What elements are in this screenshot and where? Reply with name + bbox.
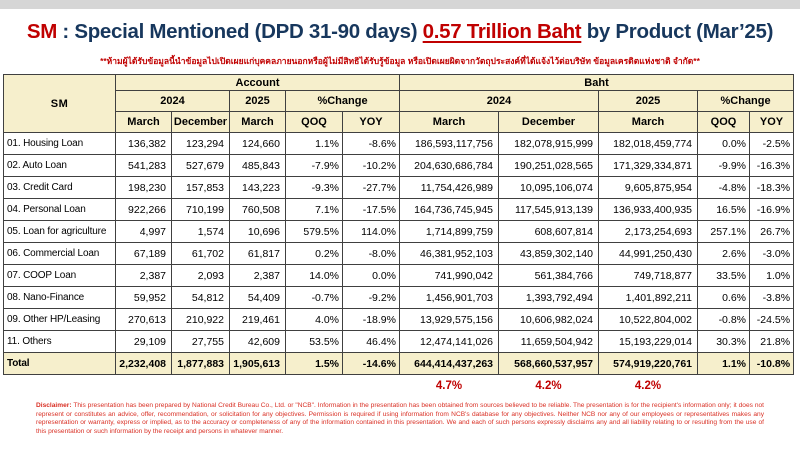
cell-account-march-2024: 541,283 — [116, 155, 172, 177]
cell-baht-qoq: -4.8% — [698, 177, 750, 199]
sm-product-table — [3, 74, 794, 394]
header-baht-2024: 2024 — [400, 91, 599, 112]
cell-account-march-2025: 485,843 — [230, 155, 286, 177]
page-title — [4, 20, 796, 44]
cell-baht-qoq: 0.0% — [698, 133, 750, 155]
cell-account-march-2024: 136,382 — [116, 133, 172, 155]
cell-account-yoy: 114.0% — [343, 221, 400, 243]
header-group-row — [4, 75, 794, 91]
cell-baht-december-2024: 568,660,537,957 — [499, 353, 599, 375]
cell-account-december-2024: 61,702 — [172, 243, 230, 265]
footer-percentage-row — [4, 375, 794, 395]
cell-baht-march-2024: 1,714,899,759 — [400, 221, 499, 243]
cell-baht-qoq: 30.3% — [698, 331, 750, 353]
cell-baht-yoy: -16.9% — [750, 199, 794, 221]
cell-account-qoq: -7.9% — [286, 155, 343, 177]
cell-baht-march-2024: 741,990,042 — [400, 265, 499, 287]
footer-spacer-left — [4, 375, 400, 395]
cell-baht-december-2024: 11,659,504,942 — [499, 331, 599, 353]
header-account-yoy: YOY — [343, 112, 400, 133]
header-group-baht: Baht — [400, 75, 794, 91]
disclaimer-label: Disclaimer: — [36, 402, 72, 409]
cell-baht-qoq: -0.8% — [698, 309, 750, 331]
row-label: 06. Commercial Loan — [4, 243, 116, 265]
header-account-march-2024: March — [116, 112, 172, 133]
cell-account-yoy: -14.6% — [343, 353, 400, 375]
cell-baht-march-2025: 44,991,250,430 — [599, 243, 698, 265]
cell-account-march-2024: 29,109 — [116, 331, 172, 353]
cell-baht-december-2024: 10,606,982,024 — [499, 309, 599, 331]
cell-account-qoq: 1.1% — [286, 133, 343, 155]
disclaimer-body: This presentation has been prepared by National Credit Bureau Co., Ltd. or "NCB". Information in the presentation has been obtained from sources believed to be reliable. The presentation is for the recipient's information only; it does not represent or constitutes an advice, offer, recommendation, or solicitation for any objectives. Permission is required if using information from NCB's database for any objectives. Neither NCB nor any of our employees or representatives makes any representation or warranty, express or implied, as to the accuracy or completeness of any of the information contained in this presentation. We and each of such persons expressly disclaims any and all liability relating to or resulting from the use of this presentation or such information by the receipt and persons in whatever manner. — [36, 402, 764, 436]
cell-baht-march-2025: 2,173,254,693 — [599, 221, 698, 243]
cell-account-december-2024: 54,812 — [172, 287, 230, 309]
cell-baht-march-2025: 574,919,220,761 — [599, 353, 698, 375]
cell-account-qoq: 0.2% — [286, 243, 343, 265]
cell-account-yoy: 46.4% — [343, 331, 400, 353]
cell-baht-yoy: 1.0% — [750, 265, 794, 287]
cell-baht-december-2024: 182,078,915,999 — [499, 133, 599, 155]
header-account-qoq: QOQ — [286, 112, 343, 133]
cell-baht-december-2024: 117,545,913,139 — [499, 199, 599, 221]
cell-account-qoq: -9.3% — [286, 177, 343, 199]
cell-account-qoq: -0.7% — [286, 287, 343, 309]
cell-account-march-2024: 4,997 — [116, 221, 172, 243]
cell-account-march-2024: 59,952 — [116, 287, 172, 309]
slide-top-border — [0, 0, 800, 9]
row-label: Total — [4, 353, 116, 375]
row-label: 09. Other HP/Leasing — [4, 309, 116, 331]
thai-confidentiality-warning: **ห้ามผู้ได้รับข้อมูลนี้นำข้อมูลไปเปิดเผยแก่บุคคลภายนอกหรือผู้ไม่มีสิทธิได้รับรู้ข้อมูล หรือเปิดเผยผิดจากวัตถุประสงค์ที่ได้แจ้งไว้ต่อบริษัท ข้อมูลเครดิตแห่งชาติ จำกัด** — [100, 56, 700, 66]
cell-baht-march-2025: 136,933,400,935 — [599, 199, 698, 221]
title-middle: : Special Mentioned (DPD 31-90 days) — [57, 20, 423, 43]
header-baht-december-2024: December — [499, 112, 599, 133]
cell-account-march-2024: 198,230 — [116, 177, 172, 199]
table-header — [4, 75, 794, 133]
row-label: 07. COOP Loan — [4, 265, 116, 287]
table-row — [4, 133, 794, 155]
cell-account-december-2024: 123,294 — [172, 133, 230, 155]
table-row — [4, 155, 794, 177]
cell-baht-december-2024: 1,393,792,494 — [499, 287, 599, 309]
header-baht-2025: 2025 — [599, 91, 698, 112]
row-label: 02. Auto Loan — [4, 155, 116, 177]
header-baht-march-2025: March — [599, 112, 698, 133]
disclaimer-text — [36, 402, 764, 437]
cell-baht-march-2025: 9,605,875,954 — [599, 177, 698, 199]
cell-baht-march-2024: 13,929,575,156 — [400, 309, 499, 331]
cell-account-march-2024: 922,266 — [116, 199, 172, 221]
cell-baht-march-2025: 1,401,892,211 — [599, 287, 698, 309]
cell-account-march-2024: 270,613 — [116, 309, 172, 331]
header-account-2024: 2024 — [116, 91, 230, 112]
header-account-2025: 2025 — [230, 91, 286, 112]
cell-account-yoy: -17.5% — [343, 199, 400, 221]
cell-account-yoy: -8.0% — [343, 243, 400, 265]
cell-baht-march-2025: 749,718,877 — [599, 265, 698, 287]
cell-account-yoy: -10.2% — [343, 155, 400, 177]
cell-baht-qoq: 33.5% — [698, 265, 750, 287]
cell-baht-december-2024: 10,095,106,074 — [499, 177, 599, 199]
cell-account-qoq: 7.1% — [286, 199, 343, 221]
cell-account-qoq: 4.0% — [286, 309, 343, 331]
table-row — [4, 265, 794, 287]
footer-percentage-december-2024: 4.2% — [499, 375, 599, 395]
header-baht-pctchange: %Change — [698, 91, 794, 112]
row-label: 08. Nano-Finance — [4, 287, 116, 309]
cell-baht-qoq: 0.6% — [698, 287, 750, 309]
header-corner-sm: SM — [4, 75, 116, 133]
cell-baht-yoy: -2.5% — [750, 133, 794, 155]
cell-account-march-2024: 2,232,408 — [116, 353, 172, 375]
cell-baht-qoq: 1.1% — [698, 353, 750, 375]
header-month-row — [4, 112, 794, 133]
table-row — [4, 309, 794, 331]
cell-account-march-2025: 219,461 — [230, 309, 286, 331]
cell-baht-march-2024: 11,754,426,989 — [400, 177, 499, 199]
cell-baht-qoq: 2.6% — [698, 243, 750, 265]
cell-baht-qoq: -9.9% — [698, 155, 750, 177]
cell-account-december-2024: 2,093 — [172, 265, 230, 287]
cell-account-march-2025: 1,905,613 — [230, 353, 286, 375]
cell-baht-yoy: -18.3% — [750, 177, 794, 199]
cell-account-march-2025: 143,223 — [230, 177, 286, 199]
cell-account-march-2025: 61,817 — [230, 243, 286, 265]
footer-percentage-march-2024: 4.7% — [400, 375, 499, 395]
cell-account-qoq: 53.5% — [286, 331, 343, 353]
header-baht-yoy: YOY — [750, 112, 794, 133]
header-baht-march-2024: March — [400, 112, 499, 133]
cell-baht-qoq: 16.5% — [698, 199, 750, 221]
cell-account-qoq: 1.5% — [286, 353, 343, 375]
cell-account-yoy: -9.2% — [343, 287, 400, 309]
cell-baht-march-2024: 644,414,437,263 — [400, 353, 499, 375]
table-row — [4, 221, 794, 243]
cell-baht-yoy: -24.5% — [750, 309, 794, 331]
table-row — [4, 177, 794, 199]
cell-baht-december-2024: 608,607,814 — [499, 221, 599, 243]
table-row — [4, 287, 794, 309]
row-label: 04. Personal Loan — [4, 199, 116, 221]
cell-baht-march-2025: 10,522,804,002 — [599, 309, 698, 331]
cell-account-yoy: -27.7% — [343, 177, 400, 199]
cell-account-march-2025: 42,609 — [230, 331, 286, 353]
row-label: 05. Loan for agriculture — [4, 221, 116, 243]
cell-baht-march-2025: 182,018,459,774 — [599, 133, 698, 155]
title-suffix: by Product (Mar’25) — [581, 20, 774, 43]
cell-account-december-2024: 1,574 — [172, 221, 230, 243]
cell-baht-december-2024: 561,384,766 — [499, 265, 599, 287]
cell-baht-qoq: 257.1% — [698, 221, 750, 243]
header-group-account: Account — [116, 75, 400, 91]
cell-baht-december-2024: 43,859,302,140 — [499, 243, 599, 265]
table-total-row — [4, 353, 794, 375]
cell-baht-march-2024: 1,456,901,703 — [400, 287, 499, 309]
title-highlight: 0.57 Trillion Baht — [422, 20, 582, 43]
cell-account-december-2024: 157,853 — [172, 177, 230, 199]
cell-account-march-2025: 2,387 — [230, 265, 286, 287]
table-row — [4, 243, 794, 265]
cell-account-december-2024: 1,877,883 — [172, 353, 230, 375]
header-year-row — [4, 91, 794, 112]
footer-spacer-right — [698, 375, 794, 395]
cell-baht-march-2024: 164,736,745,945 — [400, 199, 499, 221]
cell-account-december-2024: 527,679 — [172, 155, 230, 177]
cell-baht-yoy: -3.8% — [750, 287, 794, 309]
row-label: 03. Credit Card — [4, 177, 116, 199]
cell-account-qoq: 579.5% — [286, 221, 343, 243]
table-row — [4, 199, 794, 221]
cell-account-march-2024: 67,189 — [116, 243, 172, 265]
header-account-pctchange: %Change — [286, 91, 400, 112]
cell-baht-yoy: 21.8% — [750, 331, 794, 353]
cell-account-march-2025: 124,660 — [230, 133, 286, 155]
cell-baht-yoy: -16.3% — [750, 155, 794, 177]
footer-percentage-march-2025: 4.2% — [599, 375, 698, 395]
cell-account-yoy: -8.6% — [343, 133, 400, 155]
header-baht-qoq: QOQ — [698, 112, 750, 133]
table-row — [4, 331, 794, 353]
header-account-march-2025: March — [230, 112, 286, 133]
cell-baht-yoy: -3.0% — [750, 243, 794, 265]
cell-baht-yoy: 26.7% — [750, 221, 794, 243]
cell-account-december-2024: 710,199 — [172, 199, 230, 221]
cell-account-march-2025: 760,508 — [230, 199, 286, 221]
cell-account-december-2024: 210,922 — [172, 309, 230, 331]
cell-baht-march-2025: 15,193,229,014 — [599, 331, 698, 353]
cell-baht-march-2024: 46,381,952,103 — [400, 243, 499, 265]
cell-account-qoq: 14.0% — [286, 265, 343, 287]
title-prefix: SM — [26, 20, 57, 43]
cell-account-december-2024: 27,755 — [172, 331, 230, 353]
cell-account-yoy: 0.0% — [343, 265, 400, 287]
row-label: 11. Others — [4, 331, 116, 353]
cell-account-march-2025: 54,409 — [230, 287, 286, 309]
cell-baht-march-2025: 171,329,334,871 — [599, 155, 698, 177]
cell-baht-march-2024: 186,593,117,756 — [400, 133, 499, 155]
table-body — [4, 133, 794, 375]
cell-account-yoy: -18.9% — [343, 309, 400, 331]
cell-baht-march-2024: 12,474,141,026 — [400, 331, 499, 353]
table-footer — [4, 375, 794, 395]
cell-baht-yoy: -10.8% — [750, 353, 794, 375]
cell-account-march-2024: 2,387 — [116, 265, 172, 287]
header-account-december-2024: December — [172, 112, 230, 133]
cell-account-march-2025: 10,696 — [230, 221, 286, 243]
cell-baht-march-2024: 204,630,686,784 — [400, 155, 499, 177]
cell-baht-december-2024: 190,251,028,565 — [499, 155, 599, 177]
row-label: 01. Housing Loan — [4, 133, 116, 155]
